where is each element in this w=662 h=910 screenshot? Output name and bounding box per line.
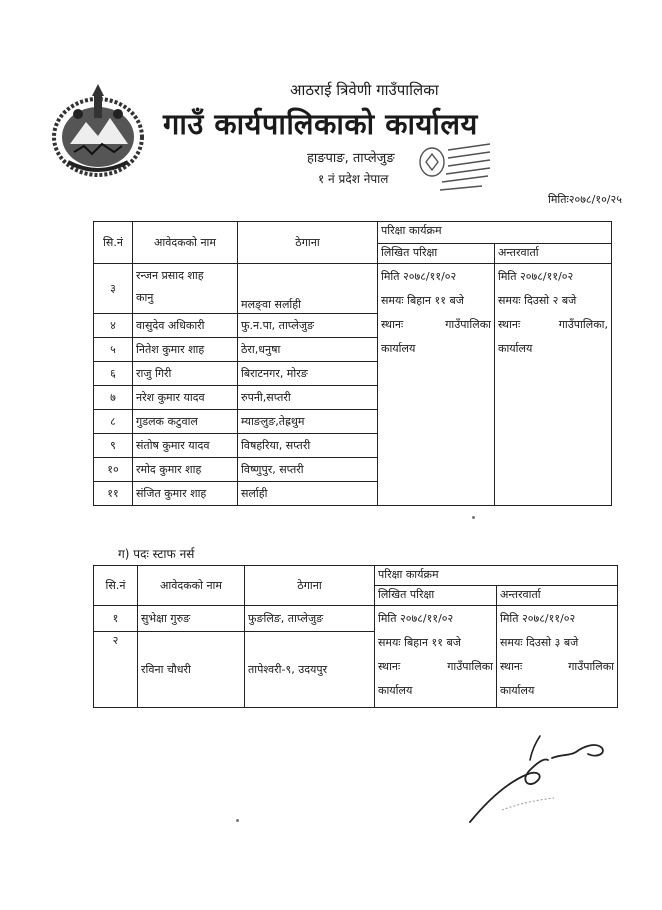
row-address: फु.न.पा, ताप्लेजुङ [238, 314, 378, 338]
row-applicant-name: रमोद कुमार शाह [133, 458, 238, 482]
name-line: कानु [136, 291, 154, 304]
interview-venue-cont: कार्यालय [500, 684, 535, 697]
venue-value: गाउँपालिका [447, 660, 493, 673]
written-exam-time: समयः बिहान ११ बजे [378, 636, 461, 649]
office-address: हाङपाङ, ताप्लेजुङ [307, 151, 395, 166]
interview-venue [498, 313, 608, 337]
written-exam-date: मिति २०७८/११/०२ [381, 270, 457, 283]
venue-value: गाउँपालिका, [558, 318, 608, 331]
header-exam-program: परिक्षा कार्यक्रम [375, 566, 618, 586]
interview-date: मिति २०७८/११/०२ [498, 270, 574, 283]
row-address [238, 264, 378, 314]
written-exam-time: समयः बिहान ११ बजे [381, 294, 464, 307]
exam-schedule-table-2 [93, 565, 618, 708]
header-sn: सि.नं [94, 222, 133, 264]
row-address: सर्लाही [238, 482, 378, 506]
written-exam-venue [381, 313, 491, 337]
venue-label: स्थानः [500, 660, 523, 673]
row-address: बिराटनगर, मोरङ [238, 362, 378, 386]
header-written-exam: लिखित परिक्षा [378, 244, 495, 264]
header-address: ठेगाना [238, 222, 378, 264]
name-line: रन्जन प्रसाद शाह [136, 269, 204, 282]
header-interview: अन्तरवार्ता [497, 586, 618, 606]
header-written-exam: लिखित परिक्षा [375, 586, 497, 606]
interview-venue-cont: कार्यालय [498, 342, 533, 355]
row-applicant-name: राजु गिरी [133, 362, 238, 386]
office-stamp-icon [412, 140, 492, 196]
row-address: विषहरिया, सप्तरी [238, 434, 378, 458]
row-sn: १ [94, 606, 138, 632]
row-sn: ३ [94, 264, 133, 314]
header-exam-program: परिक्षा कार्यक्रम [378, 222, 612, 244]
row-sn: ११ [94, 482, 133, 506]
row-address: विष्णुपुर, सप्तरी [238, 458, 378, 482]
written-exam-details [375, 606, 497, 708]
row-applicant-name: वासुदेव अधिकारी [133, 314, 238, 338]
row-sn: ६ [94, 362, 133, 386]
scan-speck [472, 516, 475, 519]
header-applicant-name: आवेदकको नाम [133, 222, 238, 264]
table-row [94, 606, 618, 632]
row-applicant-name: रविना चौधरी [138, 632, 245, 708]
row-sn: ८ [94, 410, 133, 434]
interview-details [497, 606, 618, 708]
municipality-name: आठराई त्रिवेणी गाउँपालिका [290, 81, 439, 99]
row-sn: ५ [94, 338, 133, 362]
interview-venue [500, 655, 614, 679]
written-exam-venue-cont: कार्यालय [381, 342, 416, 355]
row-sn: २ [94, 632, 138, 708]
row-address: तापेश्वरी-९, उदयपुर [245, 632, 375, 708]
row-sn: ७ [94, 386, 133, 410]
signature-icon [458, 730, 608, 830]
row-sn: १० [94, 458, 133, 482]
row-address: ठेरा,धनुषा [238, 338, 378, 362]
scan-speck [236, 819, 239, 822]
row-applicant-name: संतोष कुमार यादव [133, 434, 238, 458]
venue-label: स्थानः [381, 318, 404, 331]
venue-value: गाउँपालिका [568, 660, 614, 673]
row-address: म्याङलुङ,तेह्रथुम [238, 410, 378, 434]
header-sn: सि.नं [94, 566, 138, 606]
interview-time: समयः दिउसो ३ बजे [500, 636, 579, 649]
written-exam-details [378, 264, 495, 506]
office-title: गाउँ कार्यपालिकाको कार्यालय [163, 107, 478, 141]
venue-value: गाउँपालिका [445, 318, 491, 331]
interview-date: मिति २०७८/११/०२ [500, 612, 576, 625]
row-sn: ४ [94, 314, 133, 338]
row-applicant-name: संजित कुमार शाह [133, 482, 238, 506]
nepal-emblem-icon [48, 82, 148, 182]
row-sn: ९ [94, 434, 133, 458]
row-applicant-name: गुडलक कटुवाल [133, 410, 238, 434]
row-applicant-name [133, 264, 238, 314]
row-applicant-name: नरेश कुमार यादव [133, 386, 238, 410]
written-exam-date: मिति २०७८/११/०२ [378, 612, 454, 625]
document-date: मितिः२०७८/१०/२५ [548, 193, 622, 206]
row-applicant-name: सुभेक्षा गुरुङ [138, 606, 245, 632]
section-title-staff-nurse: ग) पदः स्टाफ नर्स [118, 547, 195, 561]
row-address: रुपनी,सप्तरी [238, 386, 378, 410]
exam-schedule-table-1 [93, 221, 612, 506]
row-address: फुङलिङ, ताप्लेजुङ [245, 606, 375, 632]
header-address: ठेगाना [245, 566, 375, 606]
address-text: मलङ्वा सर्लाही [241, 298, 301, 311]
header-interview: अन्तरवार्ता [495, 244, 612, 264]
row-applicant-name: नितेश कुमार शाह [133, 338, 238, 362]
venue-label: स्थानः [498, 318, 521, 331]
interview-details [495, 264, 612, 506]
province-line: १ नं प्रदेश नेपाल [318, 172, 389, 186]
table-row [94, 264, 612, 314]
venue-label: स्थानः [378, 660, 401, 673]
written-exam-venue-cont: कार्यालय [378, 684, 413, 697]
written-exam-venue [378, 655, 493, 679]
interview-time: समयः दिउसो २ बजे [498, 294, 577, 307]
header-applicant-name: आवेदकको नाम [138, 566, 245, 606]
